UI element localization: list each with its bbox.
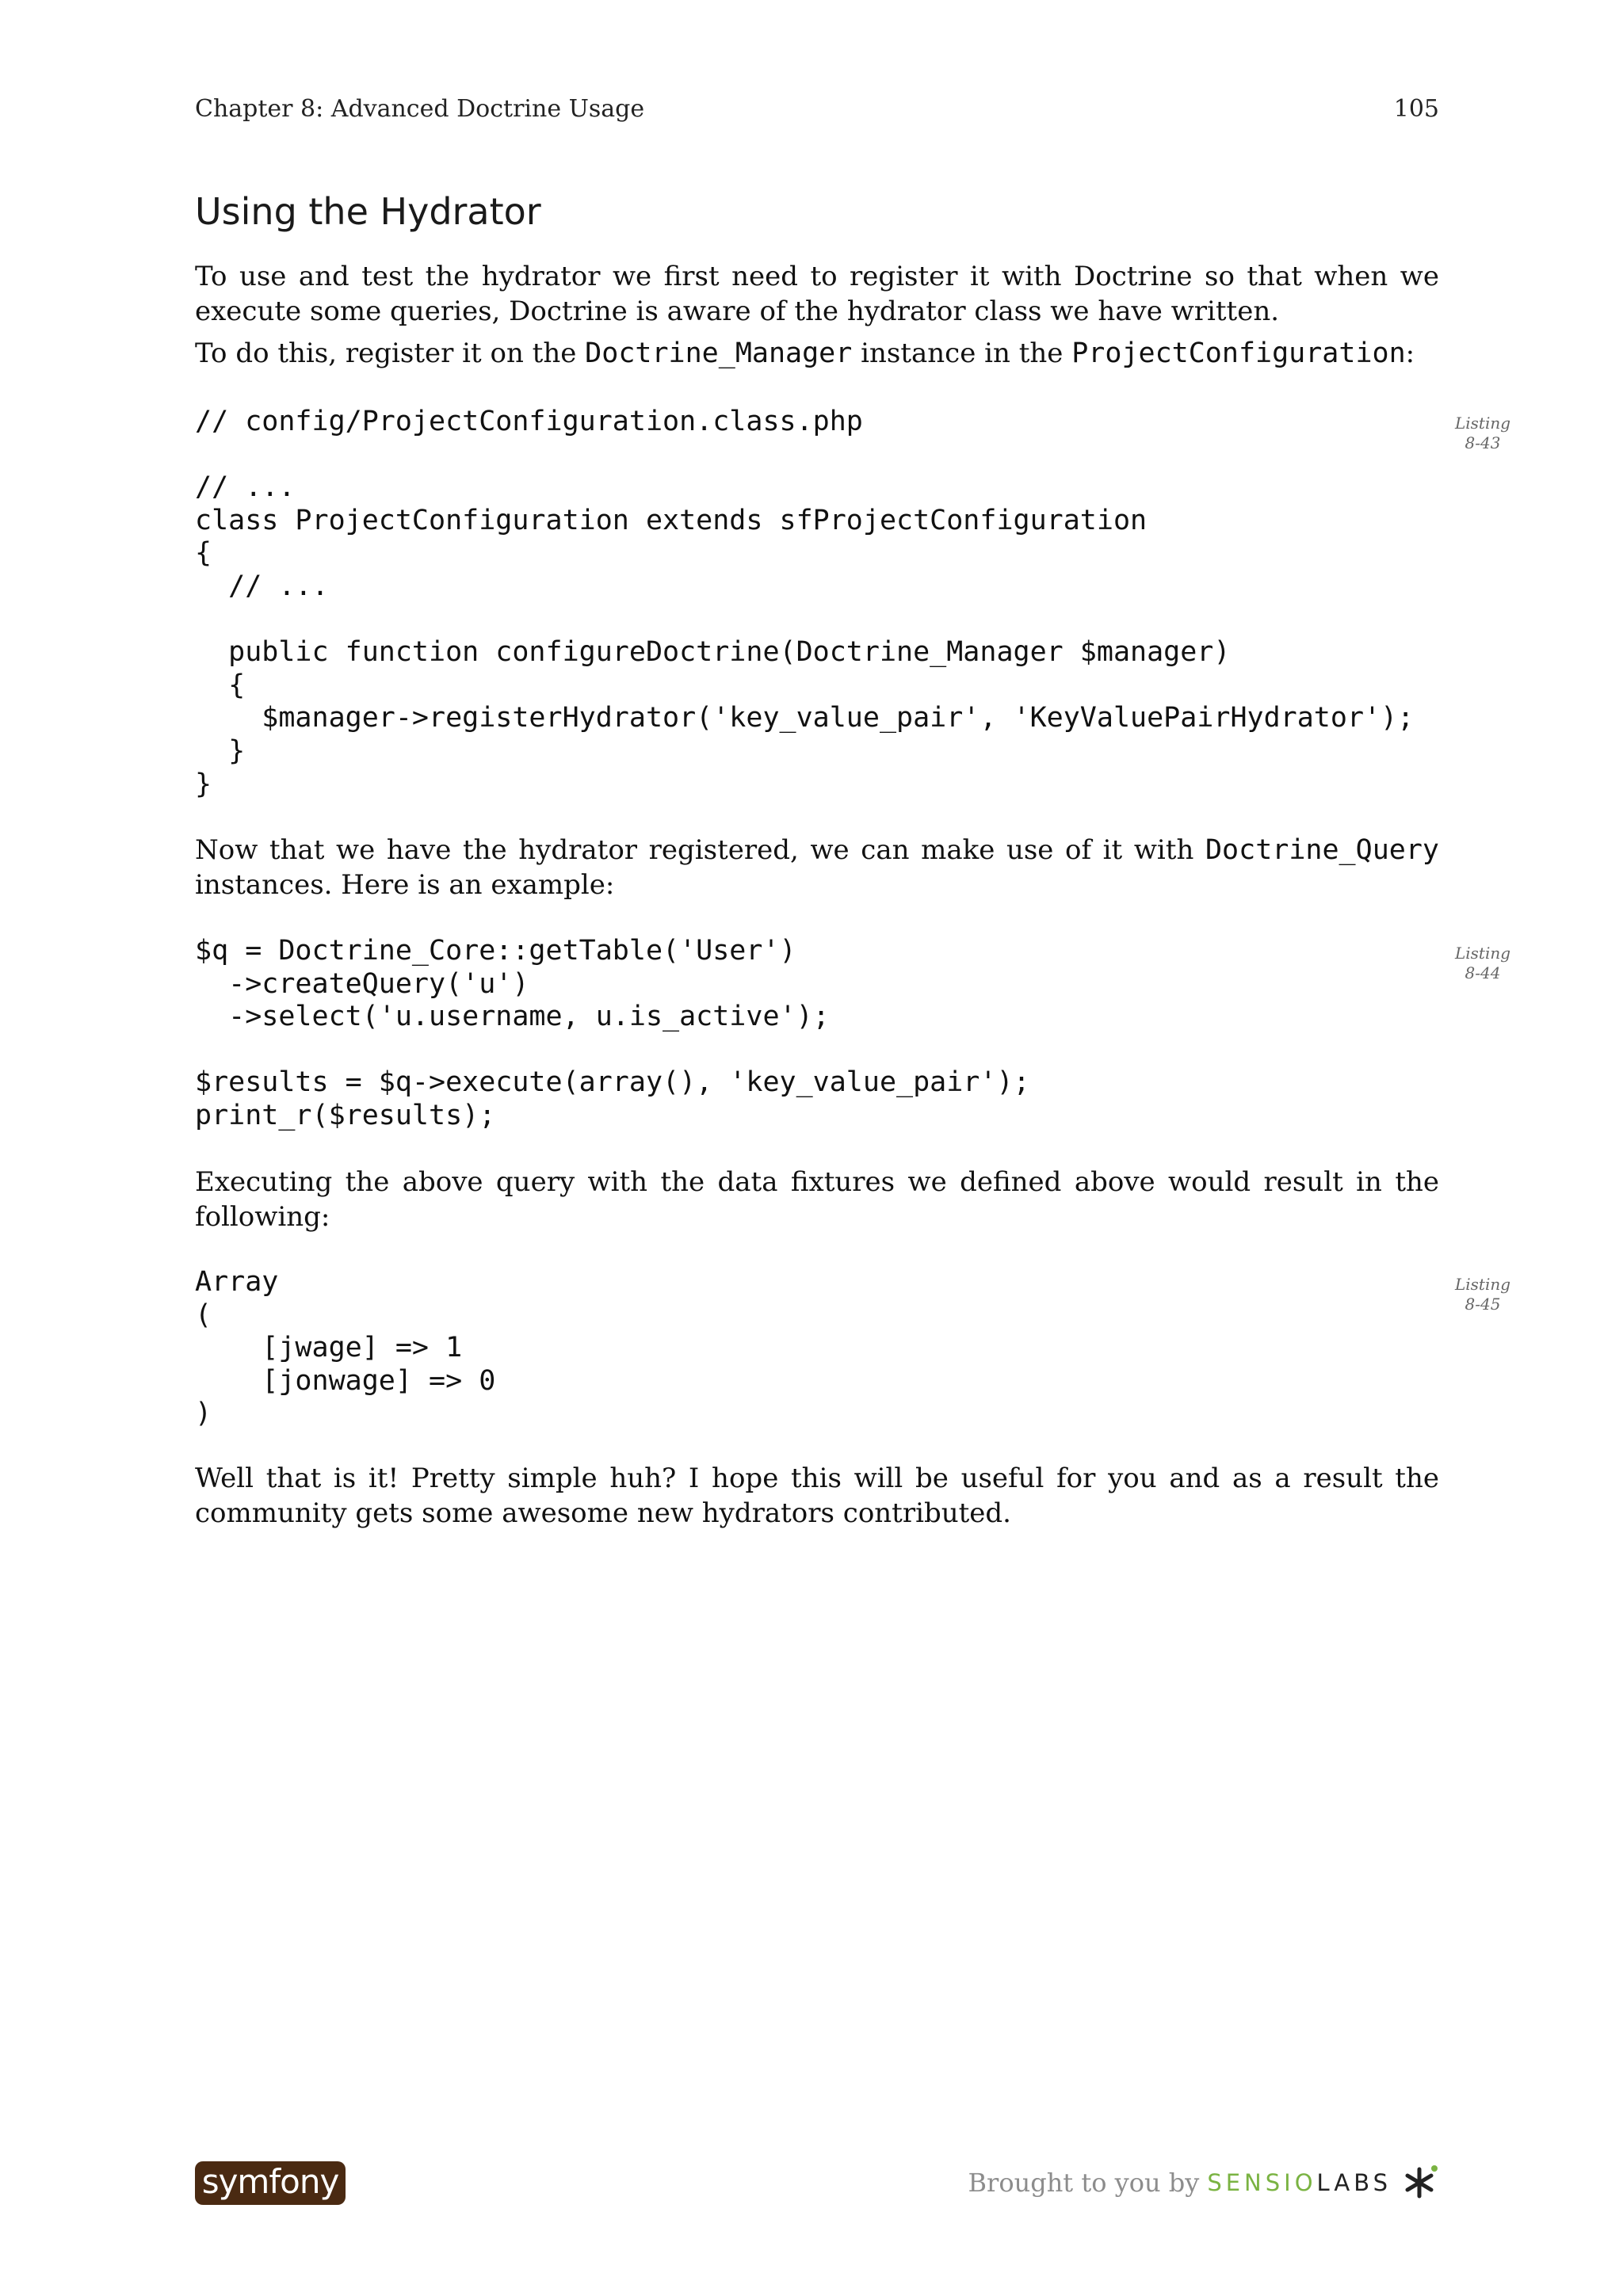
listing-label-8-43: [1447, 414, 1518, 453]
text-run: Now that we have the hydrator registered, we can make use of it with: [195, 834, 1205, 866]
chapter-title: Chapter 8: Advanced Doctrine Usage: [195, 95, 645, 123]
code-listing-8-43: // config/ProjectConfiguration.class.php // ... class ProjectConfiguration extends sfProjectConfiguration { // ... public function configureDoctrine(Doctrine_Manager $manager) { $manager->registerHydrator('key_value_pair', 'KeyValuePairHydrator'); } }: [195, 406, 1415, 800]
document-page: [195, 0, 1511, 2296]
page-number: 105: [1393, 95, 1439, 123]
inline-code-query: Doctrine_Query: [1205, 834, 1439, 866]
listing-number: 8-45: [1465, 1295, 1501, 1314]
paragraph-result: Executing the above query with the data fixtures we defined above would result in the following:: [195, 1166, 1439, 1233]
text-run: instances. Here is an example:: [195, 869, 615, 901]
footer-credit: [968, 2159, 1439, 2206]
running-header: [195, 95, 1439, 133]
code-listing-8-44: $q = Doctrine_Core::getTable('User') ->createQuery('u') ->select('u.username, u.is_active'); $results = $q->execute(array(), 'key_value_pair'); print_r($results);: [195, 935, 1030, 1131]
section-heading: Using the Hydrator: [195, 190, 541, 233]
listing-word: Listing: [1454, 1275, 1511, 1294]
brand-part-sensio: SENSIO: [1207, 2169, 1317, 2196]
listing-number: 8-43: [1465, 433, 1501, 452]
paragraph-conclusion: Well that is it! Pretty simple huh? I hope this will be useful for you and as a result the community gets some awesome new hydrators contributed.: [195, 1463, 1439, 1529]
credit-text: Brought to you by: [968, 2168, 1200, 2198]
text-run: instance in the: [852, 338, 1072, 369]
text-run: To do this, register it on the: [195, 338, 586, 369]
inline-code-projectconfiguration: ProjectConfiguration: [1071, 338, 1406, 369]
text-run: :: [1405, 338, 1415, 369]
paragraph-register: [195, 336, 1439, 371]
inline-code-manager: Doctrine_Manager: [585, 338, 853, 369]
listing-number: 8-44: [1465, 963, 1501, 982]
paragraph-usage: [195, 833, 1439, 902]
code-listing-8-45: Array ( [jwage] => 1 [jonwage] => 0 ): [195, 1266, 496, 1430]
listing-label-8-45: [1447, 1275, 1518, 1314]
listing-label-8-44: [1447, 944, 1518, 983]
brand-part-labs: LABS: [1316, 2169, 1392, 2196]
listing-word: Listing: [1454, 414, 1511, 433]
sensiolabs-star-icon: [1400, 2163, 1439, 2203]
symfony-logo: symfony: [195, 2161, 346, 2205]
listing-word: Listing: [1454, 944, 1511, 963]
sensiolabs-logo: [1207, 2169, 1392, 2196]
paragraph-intro: To use and test the hydrator we first need to register it with Doctrine so that when we execute some queries, Doctrine is aware of the hydrator class we have written.: [195, 261, 1439, 327]
